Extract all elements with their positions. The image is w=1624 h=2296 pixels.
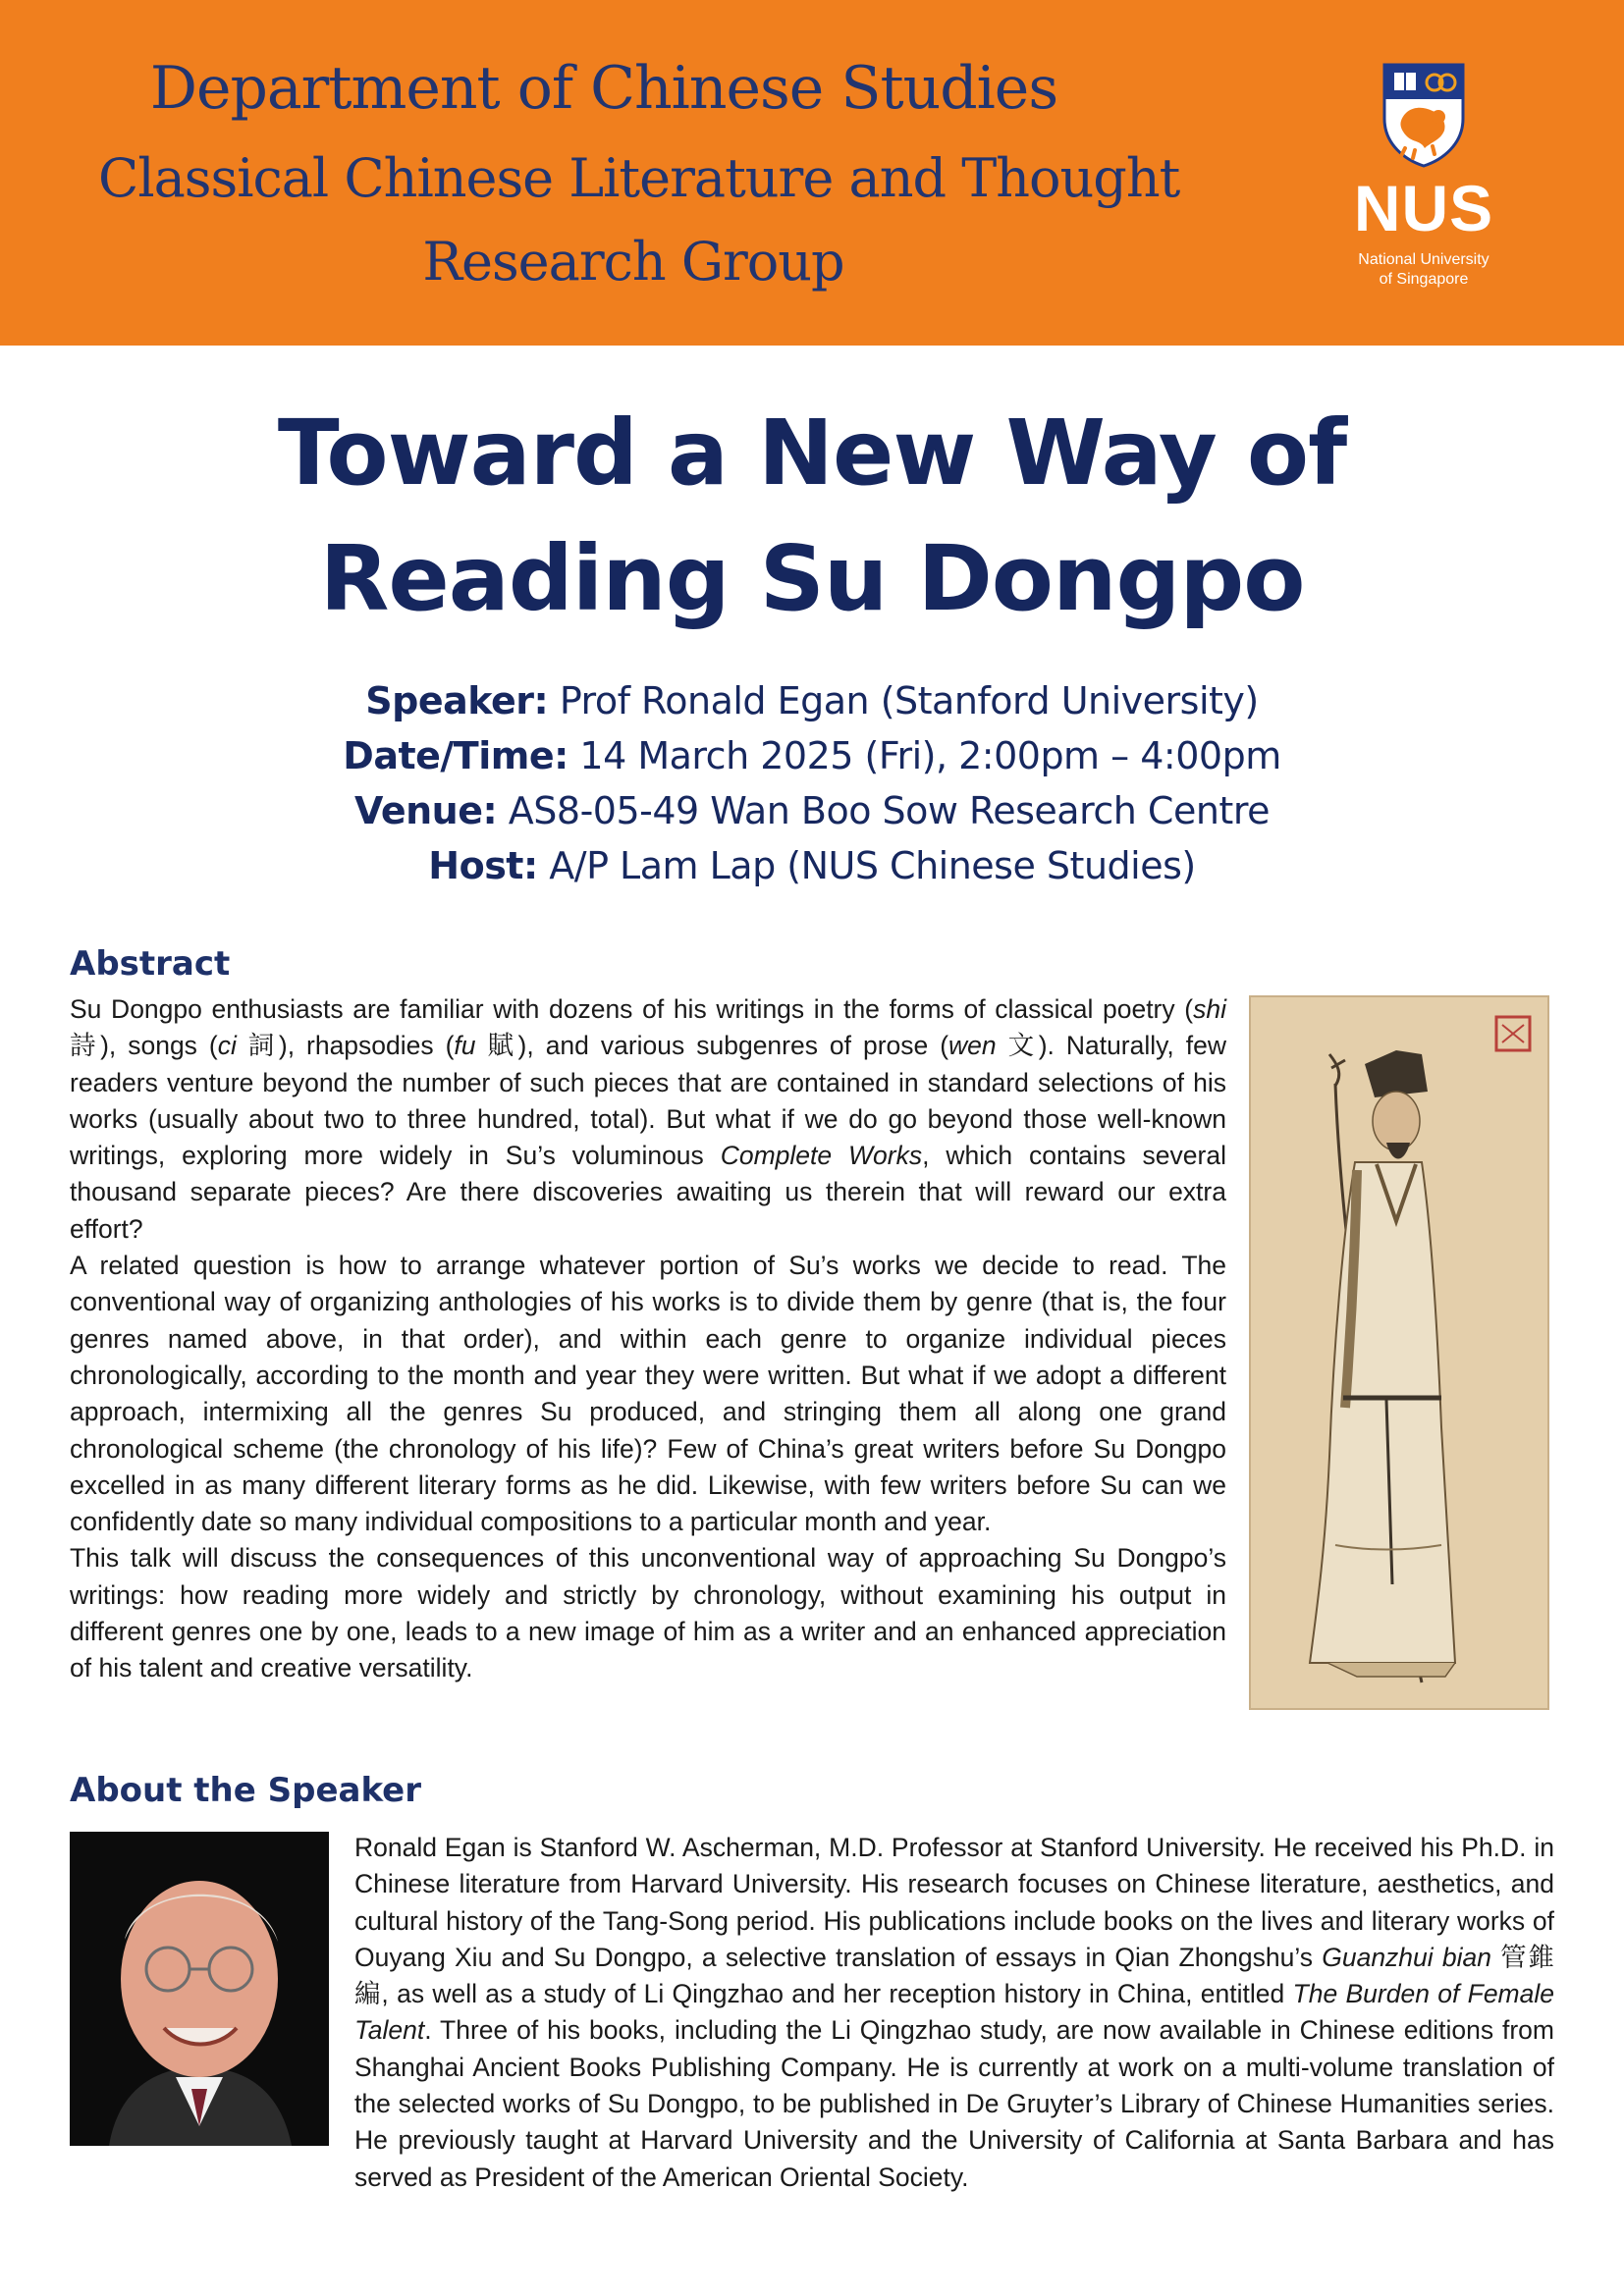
speaker-row bbox=[157, 673, 1467, 728]
event-details bbox=[157, 673, 1467, 893]
datetime-value: 14 March 2025 (Fri), 2:00pm – 4:00pm bbox=[579, 734, 1281, 777]
nus-crest-icon bbox=[1381, 62, 1466, 168]
nus-subtitle-line1: National University bbox=[1358, 251, 1489, 268]
host-value: A/P Lam Lap (NUS Chinese Studies) bbox=[549, 844, 1196, 887]
speaker-bio: Ronald Egan is Stanford W. Ascherman, M.D. Professor at Stanford University. He received his Ph.D. in Chinese literature from Harvard University. His research focuses on Chinese literature, aesthetics, and cultural history of the Tang-Song period. His publications include books on the lives and literary works of Ouyang Xiu and Su Dongpo, a selective translation of essays in Qian Zhongshu’s Guanzhui bian 管錐編, as well as a study of Li Qingzhao and her reception history in China, entitled The Burden of Female Talent. Three of his books, including the Li Qingzhao study, are now available in Chinese editions from Shanghai Ancient Books Publishing Company. He is currently at work on a multi-volume translation of the selected works of Su Dongpo, to be published in De Gruyter’s Library of Chinese Humanities series. He previously taught at Harvard University and the University of California at Santa Barbara and has served as President of the American Oriental Society. bbox=[70, 1830, 1554, 2196]
about-speaker-heading: About the Speaker bbox=[70, 1771, 422, 1810]
group-name-line2: Research Group bbox=[422, 231, 844, 293]
abstract-paragraph-2: A related question is how to arrange whatever portion of Su’s works we decide to read. The conventional way of organizing anthologies of his works is to divide them by genre (that is, the four genres named above, in that order), and within each genre to organize individual pieces chronologically, according to the month and year they were written. But what if we adopt a different approach, intermixing all the genres Su produced, and stringing them all along one grand chronological scheme (the chronology of his life)? Few of China’s great writers before Su Dongpo excelled in as many different literary forms as he did. Likewise, with few writers before Su can we confidently date so many individual compositions to a particular month and year. bbox=[70, 1251, 1226, 1537]
speaker-label: Speaker: bbox=[365, 679, 549, 722]
datetime-label: Date/Time: bbox=[343, 734, 568, 777]
abstract-heading: Abstract bbox=[70, 944, 231, 984]
datetime-row bbox=[157, 728, 1467, 783]
event-title-line2: Reading Su Dongpo bbox=[319, 526, 1305, 631]
venue-row bbox=[157, 783, 1467, 838]
host-label: Host: bbox=[428, 844, 538, 887]
venue-label: Venue: bbox=[354, 789, 498, 832]
nus-subtitle-line2: of Singapore bbox=[1379, 271, 1469, 288]
su-dongpo-portrait-painting bbox=[1249, 995, 1549, 1710]
abstract-body bbox=[70, 991, 1226, 1687]
header-banner bbox=[0, 0, 1624, 346]
event-title-line1: Toward a New Way of bbox=[277, 400, 1347, 506]
speaker-value: Prof Ronald Egan (Stanford University) bbox=[559, 679, 1259, 722]
host-row bbox=[157, 838, 1467, 893]
abstract-paragraph-3: This talk will discuss the consequences of this unconventional way of approaching Su Dongpo’s writings: how reading more widely and strictly by chronology, without examining his output in different genres one by one, leads to a new image of him as a writer and an enhanced appreciation of his talent and creative versatility. bbox=[70, 1543, 1226, 1683]
department-name: Department of Chinese Studies bbox=[149, 54, 1058, 123]
group-name-line1: Classical Chinese Literature and Thought bbox=[98, 147, 1180, 209]
nus-subtitle bbox=[1340, 250, 1507, 290]
event-title bbox=[98, 391, 1526, 642]
photo-wrap-spacer bbox=[70, 1830, 354, 2163]
nus-logo bbox=[1340, 54, 1507, 299]
abstract-paragraph-1: Su Dongpo enthusiasts are familiar with dozens of his writings in the forms of classical poetry (shi 詩), songs (ci 詞), rhapsodies (fu 賦), and various subgenres of prose (wen 文). Naturally, few readers venture beyond the number of such pieces that are contained in standard selections of his works (usually about two to three hundred, total). But what if we do go beyond those well-known writings, exploring more widely in Su’s voluminous Complete Works, which contains several thousand separate pieces? Are there discoveries awaiting us therein that will reward our extra effort? bbox=[70, 994, 1226, 1244]
venue-value: AS8-05-49 Wan Boo Sow Research Centre bbox=[508, 789, 1270, 832]
nus-wordmark: NUS bbox=[1353, 172, 1494, 244]
